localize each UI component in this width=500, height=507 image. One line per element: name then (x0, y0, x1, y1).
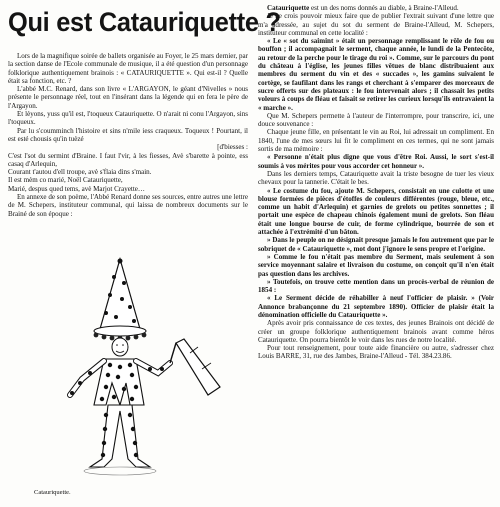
quote-paragraph: « Le « sot du saimint » était un personnage remplissant le rôle de fou ou bouffon ; il accompagnait le serment, chaque année, le lundi de la Pentecôte, au retour de la perche pour le tirage du roi ». Comme, sur le parcours du pont du château à l'église, les jeunes filles vêtues de blanc distribuaient aux membres du serment du vin et des « succades », les gamins suivaient le cortège, se faufilant dans les rangs et cherchant à s'emparer des morceaux de sucre offerts sur des plateaux : le fou intervenait alors ; il chassait les petits voleurs à coups de fléau et faisait se retirer les curieux lorsqu'ils entravaient la « marche ». (258, 37, 494, 112)
jester-drawing (8, 255, 248, 487)
left-paragraph: Lors de la magnifique soirée de ballets organisée au Foyer, le 25 mars dernier, par la section danse de l'Ecole communale de musique, il a été question d'un personnage folklorique authentiquement brainois : « CATAURIQUETTE ». Qui est-il ? Quelle était sa fonction, etc. ? (8, 52, 248, 85)
poem-line: Il est mèm co marié, Noël Catauriquette, (8, 176, 123, 185)
quote-paragraph: « Le costume du fou, ajoute M. Schepers, consistait en une culotte et une blouse formées de pièces d'étoffes de couleurs différentes (rouge, bleue, etc., comme un habit d'Arlequin) et garnies de grelots ou petites sonnettes ; il portait une espèce de chapeau chinois également muni de grelots. Son fléau était une longue bourse de cuir, de forme cylindrique, bourrée de son et attachée à l'extrémité d'un bâton. (258, 186, 494, 237)
catauriquette-illustration (8, 255, 248, 505)
poem-line: Par lu s'coumminch l'histoire et sins n'mile iess craqueux. Toqueux ! Pourtant, il est esté chousis qu'in tuèzé (8, 126, 248, 143)
right-paragraph: Dans les derniers temps, Catauriquette avait la triste besogne de tuer les vieux chevaux pour la tannerie. C'était le bes. (258, 169, 494, 187)
right-paragraph: Je ne crois pouvoir mieux faire que de publier l'extrait suivant d'une lettre que m'a adressée, au sujet du sot du serment de Braine-l'Alleud, M. Schepers, instituteur communal en cette localité : (258, 12, 494, 37)
quote-paragraph: « Le Serment décide de réhabiller à neuf l'officier de plaisir. » (Voir Annonce brabançonne du 21 septembre 1890). Officier de plaisir était la dénomination officielle du Catauriquette ». (258, 294, 494, 319)
quote-paragraph: » Dans le peuple on ne désignait presque jamais le fou autrement que par le sobriquet de « Catauriquette », mot dont j'ignore le sens propre et l'origine. (258, 236, 494, 253)
quote-paragraph: « Personne n'était plus digne que vous d'être Roi. Aussi, le sort s'est-il soumis à vos mérites pour vous accorder cet honneur ». (258, 153, 494, 170)
right-paragraph: Après avoir pris connaissance de ces textes, des jeunes Brainois ont décidé de créer un groupe folklorique authentiquement brainois avant comme héros Catauriquette. On pourra bientôt le voir dans les rues de notre localité. (258, 319, 494, 344)
poem-line: Et lèyons, yuss qu'il est, l'toqueux Catauriquette. O n'arait ni conu l'Argayon, sins l'toqueux. (8, 110, 248, 127)
right-paragraph (258, 4, 494, 12)
left-paragraph: L'abbé M.C. Renard, dans son livre « L'ARGAYON, le géant d'Nivelles » nous présente le personnage réel, tout en l'insérant dans la légende qui en fera le père de l'Argayon. (8, 85, 248, 110)
right-paragraph: Que M. Schepers permette à l'auteur de l'interrompre, pour transcrire, ici, une douce souvenance : (258, 111, 494, 129)
figure-caption: Catauriquette. (34, 489, 71, 496)
poem-line: Marié, despus qued tems, avè Marjot Crayette… (8, 184, 145, 193)
poem-line: [d'biesses : (217, 143, 248, 152)
poem-line: Courant t'autou d'ell troupe, avè s'flaia dins s'main. (8, 168, 152, 177)
right-column (258, 4, 494, 504)
left-paragraph: En annexe de son poème, l'Abbé Renard donne ses sources, entre autres une lettre de M. Schepers, instituteur communal, qui laissa de nombreux documents sur le Brainé de son époque : (8, 193, 248, 218)
article-title: Qui est Catauriquette ? (8, 7, 281, 37)
quote-paragraph: » Comme le fou n'était pas membre du Serment, mais seulement à son service moyennant salaire et livraison du costume, on conçoit qu'il n'en était pas question dans les archives. (258, 252, 494, 278)
poem-line: C'est l'sot du sermint d'Braine. I faut l'vir, à les fiesses, Avè s'barette à pointe, ess casaq d'Arlequin, (8, 151, 248, 168)
right-paragraph: Pour tout renseignement, pour toute aide financière ou autre, s'adresser chez Louis BARRE, 31, rue des Jambes, Braine-l'Alleud - Tél. 384.23.86. (258, 344, 494, 361)
paragraph-text: est un des noms donnés au diable, à Braine-l'Alleud. (309, 4, 459, 12)
quote-paragraph: » Toutefois, on trouve cette mention dans un procès-verbal de réunion de 1854 : (258, 277, 494, 295)
right-paragraph: Chaque jeune fille, en présentant le vin au Roi, lui adressait un compliment. En 1840, l'une de mes sœurs lui fit le compliment en ces termes, qui ne sont jamais sortis de ma mémoire : (258, 128, 494, 154)
bold-name: Catauriquette (267, 4, 310, 12)
